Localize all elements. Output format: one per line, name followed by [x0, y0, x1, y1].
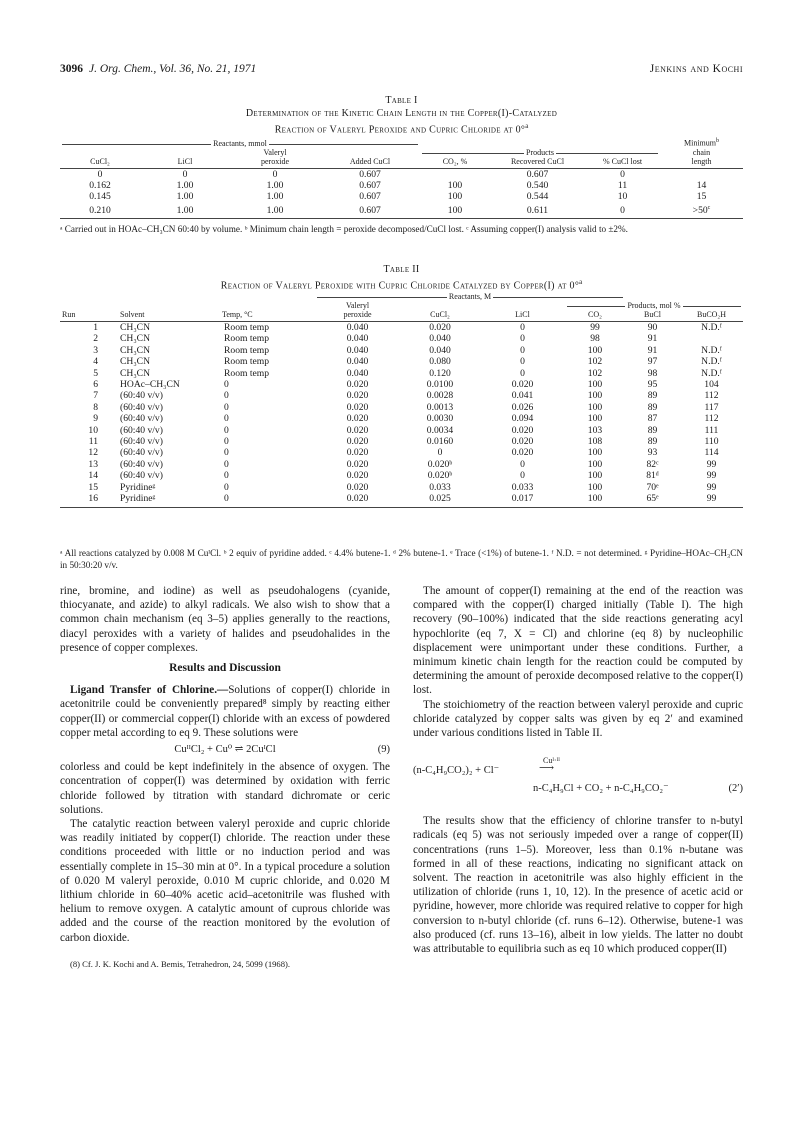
table-cell: 100 — [447, 180, 463, 192]
table-cell: 0 — [97, 168, 103, 180]
table-cell: 0 — [182, 168, 188, 180]
table2-label: Table II — [383, 264, 420, 275]
table2-group-header — [60, 292, 743, 301]
left-paragraph-2: Ligand Transfer of Chlorine.—Solutions of copper(I) chloride in acetonitrile could be conveniently prepared⁸ simply by reacting either copper(II) or commercial copper(I) chloride with an excess of powdered copper metal according to eq 9. These solutions were — [60, 684, 390, 739]
table2-body — [60, 322, 743, 505]
table2-col-bucl: BuCl — [644, 310, 661, 319]
table-cell: 14 — [88, 470, 98, 482]
table-cell: 99 — [590, 322, 600, 333]
table2-column-header — [60, 310, 743, 319]
table-cell: 0.120 — [429, 367, 451, 379]
table-cell: 100 — [587, 401, 603, 413]
table-cell: 0.040 — [429, 333, 451, 345]
table-cell: N.D.ᶠ — [701, 344, 722, 356]
table-cell: 0 — [224, 379, 229, 391]
table2-col-co2: CO₂ — [588, 310, 602, 319]
table-cell: 6 — [93, 379, 98, 391]
subsection-heading: Ligand Transfer of Chlorine.— — [70, 684, 229, 697]
table-cell: 0.0028 — [426, 390, 454, 402]
equation-2prime: (n-C₄H₉CO₂)₂ + Cl⁻ Cuᴵ·ᴵᴵ ⟶ n-C₄H₉Cl + CO₂ + n-C₄H₉CO₂⁻ (2′) — [413, 756, 743, 795]
table-cell: 10 — [88, 424, 98, 436]
table-cell: 103 — [587, 424, 603, 436]
table1-group-products: Products — [526, 147, 554, 157]
table-cell: 0.607 — [359, 205, 381, 217]
table2-col-solvent: Solvent — [120, 310, 145, 319]
table1-subheader: Valeryl Products chain — [60, 148, 743, 157]
table-cell — [680, 333, 743, 344]
table-cell: 0 — [224, 390, 229, 402]
table-cell: 16 — [88, 493, 98, 505]
table-cell: 0.040 — [429, 344, 451, 356]
table-cell: 12 — [88, 447, 98, 459]
table-row — [60, 425, 743, 436]
table1-group-reactants: Reactants, mmol — [213, 138, 267, 148]
table-cell: CH₃CN — [120, 344, 150, 356]
table-cell: 1.00 — [266, 205, 284, 217]
table-cell: 0.025 — [429, 493, 451, 505]
table-cell: 112 — [704, 413, 719, 425]
table-row — [60, 180, 743, 191]
table-cell: 0.210 — [89, 205, 111, 217]
table-cell: 100 — [587, 493, 603, 505]
table1-footnote: ᵃ Carried out in HOAc–CH₃CN 60:40 by volume. ᵇ Minimum chain length = peroxide decomposed/CuCl lost. ᶜ Assuming copper(I) analysis valid to ±2%. — [60, 224, 628, 234]
page-number: 3096 — [60, 63, 83, 75]
table-cell: CH₃CN — [120, 367, 150, 379]
right-paragraph-2: The stoichiometry of the reaction between valeryl peroxide and cupric chloride catalyzed by copper salts was given by eq 2′ and examined under various conditions listed in Table II. — [413, 698, 743, 740]
table-cell: 14 — [696, 180, 707, 192]
table-cell: 0.040 — [346, 344, 369, 356]
left-paragraph-3: colorless and could be kept indefinitely in the absence of oxygen. The concentration of copper(I) was determined by oxidation with ferric chloride followed by titration with standard dichromate or ceric solutions. — [60, 761, 390, 816]
equation-9: CuᴵᴵCl₂ + Cu⁰ ⇌ 2CuᴵCl (9) — [174, 744, 390, 756]
table-cell: Room temp — [224, 333, 270, 345]
table-cell: 0.607 — [359, 191, 381, 203]
table-cell: 93 — [647, 447, 658, 459]
table-cell: 0.020 — [511, 447, 534, 459]
table1-title-line2: Reaction of Valeryl Peroxide and Cupric Chloride at 0° — [274, 124, 526, 136]
table-cell: 0.020 — [511, 379, 534, 391]
table-cell: 0 — [520, 458, 525, 470]
table-cell: 0.0013 — [426, 401, 454, 413]
table-cell — [660, 168, 743, 180]
right-paragraph-3: The results show that the efficiency of chlorine transfer to n-butyl radicals (eq 5) was not seriously impeded over a range of copper(II) concentrations (runs 1–5). Moreover, less than 0.1% n-butane was formed in all of these reactions, indicating no significant attack on solvent. The reaction in acetonitrile was also highly efficient in the utilization of chloride (runs 1, 10, 12). In the presence of acetic acid or pyridine, however, more chloride was required relative to copper for high conversion to n-butyl chloride (cf. runs 6–12). Otherwise, butene-1 was also produced (cf. runs 13–16), albeit in low yields. The latter no doubt was attributable to equilibria such as eq 10 which produced copper(II) — [413, 815, 743, 956]
table-row — [60, 459, 743, 470]
table1-col-co2: CO₂, % — [442, 156, 468, 166]
table1-col-recovered-cucl: Recovered CuCl — [510, 156, 565, 166]
table-row — [60, 168, 743, 180]
table-cell: 0.020 — [346, 413, 369, 425]
table-cell: 0.020ᵇ — [427, 470, 453, 482]
table-row — [60, 368, 743, 379]
table-cell: 89 — [647, 401, 658, 413]
table-cell: 0.607 — [526, 168, 549, 180]
table-row — [60, 482, 743, 493]
table-cell: 1.00 — [176, 205, 194, 217]
table-cell: (60:40 v/v) — [120, 447, 163, 459]
table-cell: 0.020 — [346, 390, 369, 402]
table1-title: Table I Determination of the Kinetic Chain Length in the Copper(I)-Catalyzed Reaction of Valeryl Peroxide and Cupric Chloride at 0°$^a$ — [60, 94, 743, 136]
table-cell: Room temp — [224, 367, 270, 379]
table-row — [60, 436, 743, 447]
table-cell: 100 — [587, 413, 603, 425]
table2-col-licl: LiCl — [515, 310, 530, 319]
table-cell: (60:40 v/v) — [120, 436, 163, 448]
table-row — [60, 493, 743, 504]
table-cell: 0.040 — [346, 367, 369, 379]
table-cell: 0.020ᵇ — [427, 458, 453, 470]
table-cell: 0 — [520, 470, 525, 482]
table-cell: CH₃CN — [120, 356, 150, 368]
table-cell: 0.611 — [526, 205, 549, 217]
table-cell — [420, 168, 490, 180]
table-row — [60, 470, 743, 481]
table-cell: 89 — [647, 424, 658, 436]
table1-column-header: CuCl₂ LiCl peroxide Added CuCl CO₂, % Recovered CuCl % CuCl lost length — [60, 157, 743, 166]
table-cell: 0 — [224, 413, 229, 425]
table1-group-header: Reactants, mmol Minimum$^b$ — [60, 137, 743, 148]
table1-col-valeryl: Valeryl — [263, 147, 287, 157]
reference-footnote-8: (8) Cf. J. K. Kochi and A. Bemis, Tetrahedron, 24, 5099 (1968). — [70, 958, 291, 969]
table-cell: 10 — [617, 191, 628, 203]
left-paragraph-4: The catalytic reaction between valeryl peroxide and cupric chloride was readily initiated by copper(I) chloride. The reaction under these conditions proceeded with little or no induction period and was essentially complete in 15–30 min at 0°. In a typical procedure a solution of 0.020 M valeryl peroxide, 0.010 M cupric chloride, and 0.020 M lithium chloride in 60–40% acetic acid–acetonitrile was flushed with helium to remove oxygen. A catalytic amount of cuprous chloride was added and the course of the reaction monitored by the evolution of carbon dioxide. — [60, 818, 390, 944]
table-cell: (60:40 v/v) — [120, 390, 163, 402]
table-cell: 0 — [620, 168, 625, 180]
table2-col-buco2h: BuCO₂H — [696, 310, 726, 319]
table-cell: (60:40 v/v) — [120, 458, 163, 470]
table2-col-run: Run — [62, 310, 76, 319]
table-cell: 108 — [587, 436, 603, 448]
table-cell: Room temp — [224, 344, 270, 356]
table-cell: Room temp — [224, 356, 270, 368]
table-cell: 100 — [587, 379, 603, 391]
table-cell: 65ᵉ — [646, 493, 659, 505]
table-cell: 111 — [704, 424, 719, 436]
table-cell: 0.020 — [346, 493, 369, 505]
table-row — [60, 402, 743, 413]
table1 — [60, 137, 743, 219]
table-cell: 89 — [647, 436, 658, 448]
table-cell: 0.020 — [511, 436, 534, 448]
table-cell: HOAc–CH₃CN — [120, 379, 180, 391]
table-row — [60, 390, 743, 401]
table-cell: 100 — [587, 447, 603, 459]
table-cell: 1.00 — [176, 180, 194, 192]
table1-col-peroxide: peroxide — [261, 156, 289, 166]
table-cell: 13 — [88, 458, 98, 470]
table2-group-products: Products, mol % — [627, 301, 681, 310]
table-cell: 7 — [93, 390, 98, 402]
table-cell: 0 — [224, 401, 229, 413]
table-cell: 3 — [93, 344, 98, 356]
table2-col-temp: Temp, °C — [222, 310, 253, 319]
table-cell: 100 — [587, 481, 603, 493]
table-cell: 0 — [224, 447, 229, 459]
table1-col-cucl2: CuCl₂ — [90, 156, 110, 166]
table-cell: 99 — [706, 493, 717, 505]
table-cell: 0.020 — [346, 470, 369, 482]
table-cell: 0 — [272, 168, 278, 180]
table-cell: 0.540 — [526, 180, 549, 192]
table-cell: 1.00 — [176, 191, 194, 203]
table-cell: $>50^c$ — [692, 204, 711, 217]
table-cell: N.D.ᶠ — [701, 356, 722, 368]
section-heading: Results and Discussion — [169, 662, 281, 675]
table-cell: 0.017 — [511, 493, 534, 505]
table1-col-added-cucl: Added CuCl — [349, 156, 391, 166]
table-cell: 0.040 — [346, 322, 369, 333]
table-row — [60, 447, 743, 458]
table-cell: 0.544 — [526, 191, 549, 203]
table-cell: 0 — [520, 344, 525, 356]
table-cell: 9 — [93, 413, 98, 425]
table-cell: 15 — [88, 481, 98, 493]
table-cell: 89 — [647, 390, 658, 402]
table1-col-licl: LiCl — [177, 156, 193, 166]
table-cell: 0 — [437, 447, 443, 459]
table-cell: 100 — [587, 390, 603, 402]
table-cell: 4 — [93, 356, 98, 368]
table-cell: 0.020 — [346, 436, 369, 448]
table-cell: 0.0034 — [426, 424, 454, 436]
table1-body — [60, 168, 743, 216]
table-row — [60, 345, 743, 356]
table-cell: 0.080 — [429, 356, 451, 368]
right-column — [413, 584, 743, 956]
table-cell: (60:40 v/v) — [120, 470, 163, 482]
running-head — [60, 63, 743, 79]
table1-col-cucl-lost: % CuCl lost — [602, 156, 643, 166]
table-cell: 0 — [224, 436, 229, 448]
table-row — [60, 322, 743, 334]
table-cell: 0 — [224, 493, 229, 505]
table-cell: 100 — [447, 205, 463, 217]
table-cell: 104 — [704, 379, 719, 391]
table-cell: 0 — [520, 356, 525, 368]
right-paragraph-1: The amount of copper(I) remaining at the end of the reaction was compared with the copper(I) charged initially (Table I). The high recovery (90–100%) indicated that the side reactions generating acyl hypochlorite (eq 7, X = Cl) and chlorine (eq 8) by nucleophilic displacement were unimportant under these conditions. Further, a minimum kinetic chain length for the reaction could be computed by determining the amount of peroxide decomposed relative to the copper(I) lost. — [413, 585, 743, 697]
table-cell: 90 — [647, 322, 658, 333]
table-cell: 82ᶜ — [646, 458, 659, 470]
table-cell: 0.033 — [429, 481, 451, 493]
table-cell: Room temp — [224, 322, 270, 333]
table-cell: 70ᵉ — [646, 481, 659, 493]
table-cell: 0.020 — [346, 481, 369, 493]
table-cell: 0 — [224, 481, 229, 493]
table-cell: 98 — [647, 367, 658, 379]
left-paragraph-1: rine, bromine, and iodine) as well as pseudohalogens (cyanide, thiocyanate, and azide) to alkyl radicals. We also wish to show that a common chain mechanism (eq 3–5) applies generally to the reactions, diacyl peroxides with a variety of halides and pseudohalides in the presence of copper complexes. — [60, 585, 390, 654]
table-cell: 0.020 — [346, 379, 369, 391]
table-cell: 110 — [704, 436, 719, 448]
table-cell: Pyridineᵍ — [120, 493, 156, 505]
table-cell: 0.145 — [89, 191, 111, 203]
table-cell: 99 — [706, 458, 717, 470]
table-cell: 0.020 — [429, 322, 451, 333]
table-cell: 0.0160 — [426, 436, 454, 448]
table-cell: N.D.ᶠ — [701, 322, 722, 333]
table-cell: 97 — [647, 356, 658, 368]
table-cell: 117 — [704, 401, 719, 413]
table-cell: 11 — [617, 180, 628, 192]
table-cell: 114 — [704, 447, 719, 459]
table-cell: 81ᵈ — [646, 470, 659, 482]
table-cell: 0 — [620, 205, 625, 217]
table2-footnote: ᵃ All reactions catalyzed by 0.008 M CuᴵCl. ᵇ 2 equiv of pyridine added. ᶜ 4.4% butene-1. ᵈ 2% butene-1. ᵉ Trace (<1%) of butene-1. ᶠ N.D. = not determined. ᵍ Pyridine–HOAc–CH₃CN in 50:30:20 v/v. — [60, 548, 743, 570]
table-cell: 0 — [520, 367, 525, 379]
table-cell: 0.020 — [346, 424, 369, 436]
table-cell: 98 — [590, 333, 600, 345]
table-cell: 0.0030 — [426, 413, 454, 425]
table-cell: 1 — [93, 322, 98, 333]
table-cell: 0.162 — [89, 180, 111, 192]
table-cell: 112 — [704, 390, 719, 402]
table-cell: 0 — [224, 424, 229, 436]
table-row — [60, 203, 743, 217]
table-cell: 99 — [706, 470, 717, 482]
table-cell: 0 — [520, 333, 525, 345]
table-cell: 0.020 — [346, 458, 369, 470]
table-cell: 100 — [447, 191, 463, 203]
table-cell: 0.020 — [346, 447, 369, 459]
table-cell: 11 — [88, 436, 98, 448]
table-cell: 0.020 — [511, 424, 534, 436]
table-cell: 5 — [93, 367, 98, 379]
table-cell: 102 — [587, 367, 603, 379]
table-row — [60, 191, 743, 202]
table-cell: 91 — [647, 344, 658, 356]
table-cell: 0 — [520, 322, 525, 333]
table-cell: 0.020 — [346, 401, 369, 413]
table-cell: 100 — [587, 458, 603, 470]
table-cell: 0.607 — [359, 168, 381, 180]
left-column — [60, 584, 390, 970]
table-cell: (60:40 v/v) — [120, 424, 163, 436]
authors: Jenkins and Kochi — [649, 63, 743, 75]
table-cell: 99 — [706, 481, 717, 493]
table-cell: N.D.ᶠ — [701, 367, 722, 379]
table2-group-reactants: Reactants, M — [448, 292, 492, 301]
table-cell: Pyridineᵍ — [120, 481, 156, 493]
table-cell: 0 — [224, 470, 229, 482]
table-cell: 0.0100 — [426, 379, 454, 391]
table-cell: CH₃CN — [120, 333, 150, 345]
table-cell: 100 — [587, 470, 603, 482]
table-cell: 0.026 — [511, 401, 534, 413]
table-cell: 87 — [647, 413, 658, 425]
table-cell: 0.040 — [346, 333, 369, 345]
table-cell: 2 — [93, 333, 98, 345]
table-cell: 0.094 — [511, 413, 534, 425]
table-cell: 8 — [93, 401, 98, 413]
table2-title: Table II Reaction of Valeryl Peroxide with Cupric Chloride Catalyzed by Copper(I) at 0°$^a$ — [60, 263, 743, 292]
table-cell: 1.00 — [266, 180, 284, 192]
table2 — [60, 292, 743, 508]
table-cell: 0.607 — [359, 180, 381, 192]
table-cell: 0.040 — [346, 356, 369, 368]
table-cell: 0 — [224, 458, 229, 470]
table-row — [60, 413, 743, 424]
table2-title-text: Reaction of Valeryl Peroxide with Cupric Chloride Catalyzed by Copper(I) at 0° — [220, 280, 580, 292]
table2-col-peroxide: peroxide — [343, 310, 372, 319]
table2-col-cucl2: CuCl₂ — [430, 310, 450, 319]
table-cell: (60:40 v/v) — [120, 401, 163, 413]
table-row — [60, 379, 743, 390]
table-cell: 95 — [647, 379, 658, 391]
table-cell: (60:40 v/v) — [120, 413, 163, 425]
table-row — [60, 333, 743, 344]
table-cell: 102 — [587, 356, 603, 368]
table-cell: 1.00 — [266, 191, 284, 203]
table1-title-line1: Determination of the Kinetic Chain Length in the Copper(I)-Catalyzed — [245, 108, 558, 119]
table-cell: 100 — [587, 344, 603, 356]
table-cell: CH₃CN — [120, 322, 150, 333]
table2-subheader: Valeryl Products, mol % — [60, 301, 743, 310]
journal-citation: 3096 J. Org. Chem., Vol. 36, No. 21, 1971 — [60, 63, 257, 75]
table1-label: Table I — [385, 95, 418, 106]
table-cell: 91 — [647, 333, 658, 345]
table-row — [60, 356, 743, 367]
table-cell: 0.041 — [511, 390, 534, 402]
table-cell: 15 — [696, 191, 707, 203]
table-cell: 0.033 — [511, 481, 534, 493]
